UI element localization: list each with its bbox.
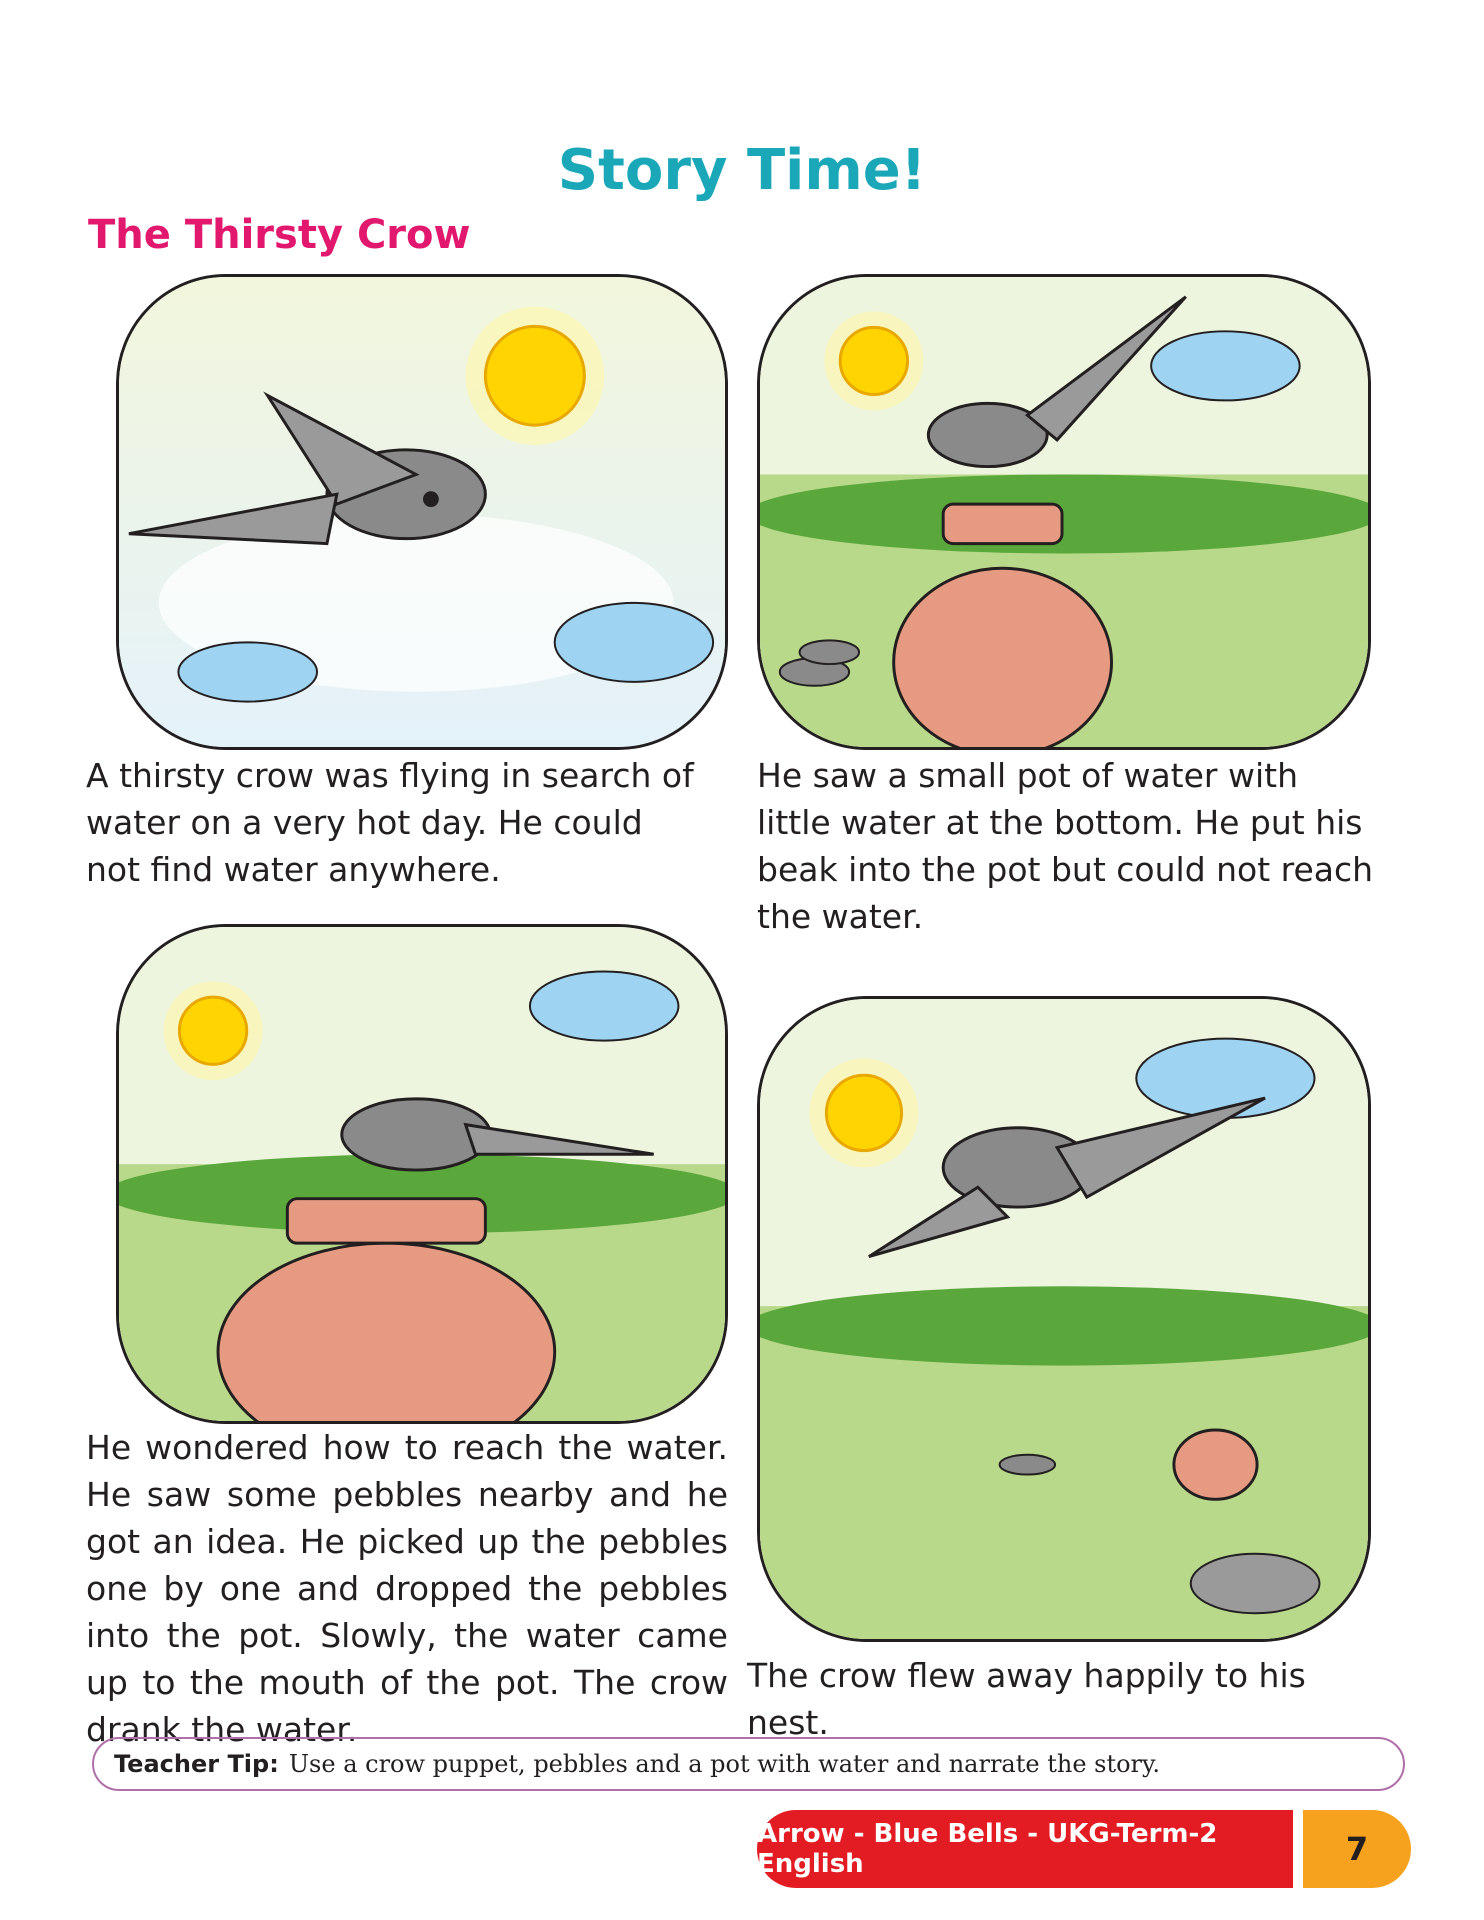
- story-panel-1-illustration: [116, 274, 728, 750]
- book-title: Arrow - Blue Bells - UKG-Term-2 English: [757, 1819, 1218, 1879]
- page-title: Story Time!: [557, 138, 927, 203]
- story-caption-1: A thirsty crow was flying in search of water on a very hot day. He could not find water anywhere.: [86, 756, 694, 889]
- story-title: The Thirsty Crow: [88, 212, 471, 258]
- sun-icon: [824, 312, 923, 411]
- sun-icon: [466, 307, 605, 445]
- book-title-band: [757, 1810, 1293, 1888]
- story-panel-4-illustration: [757, 996, 1371, 1642]
- story-panel-3-illustration: [116, 924, 728, 1424]
- teacher-tip-label: Teacher Tip:: [114, 1750, 279, 1778]
- teacher-tip-text: Use a crow puppet, pebbles and a pot with water and narrate the story.: [288, 1750, 1161, 1778]
- teacher-tip-box: [92, 1737, 1405, 1791]
- story-caption-3: He wondered how to reach the water. He saw some pebbles nearby and he got an idea. He picked up the pebbles one by one and dropped the pebbles into the pot. Slowly, the water came up to the mouth of the pot. The crow drank the water.: [86, 1428, 728, 1749]
- story-panel-2-illustration: [757, 274, 1371, 750]
- story-caption-4: The crow flew away happily to his nest.: [747, 1656, 1306, 1742]
- page-number: [1303, 1810, 1411, 1888]
- cloud-icon: [1151, 331, 1300, 400]
- sun-icon: [164, 981, 263, 1080]
- pebbles-icon: [1000, 1455, 1055, 1475]
- pot-icon: [1174, 1430, 1257, 1499]
- cloud-icon: [530, 971, 679, 1040]
- story-caption-2: He saw a small pot of water with little water at the bottom. He put his beak into the pot but could not reach the water.: [757, 756, 1374, 936]
- page-number-label: 7: [1345, 1830, 1369, 1868]
- sun-icon: [810, 1058, 919, 1167]
